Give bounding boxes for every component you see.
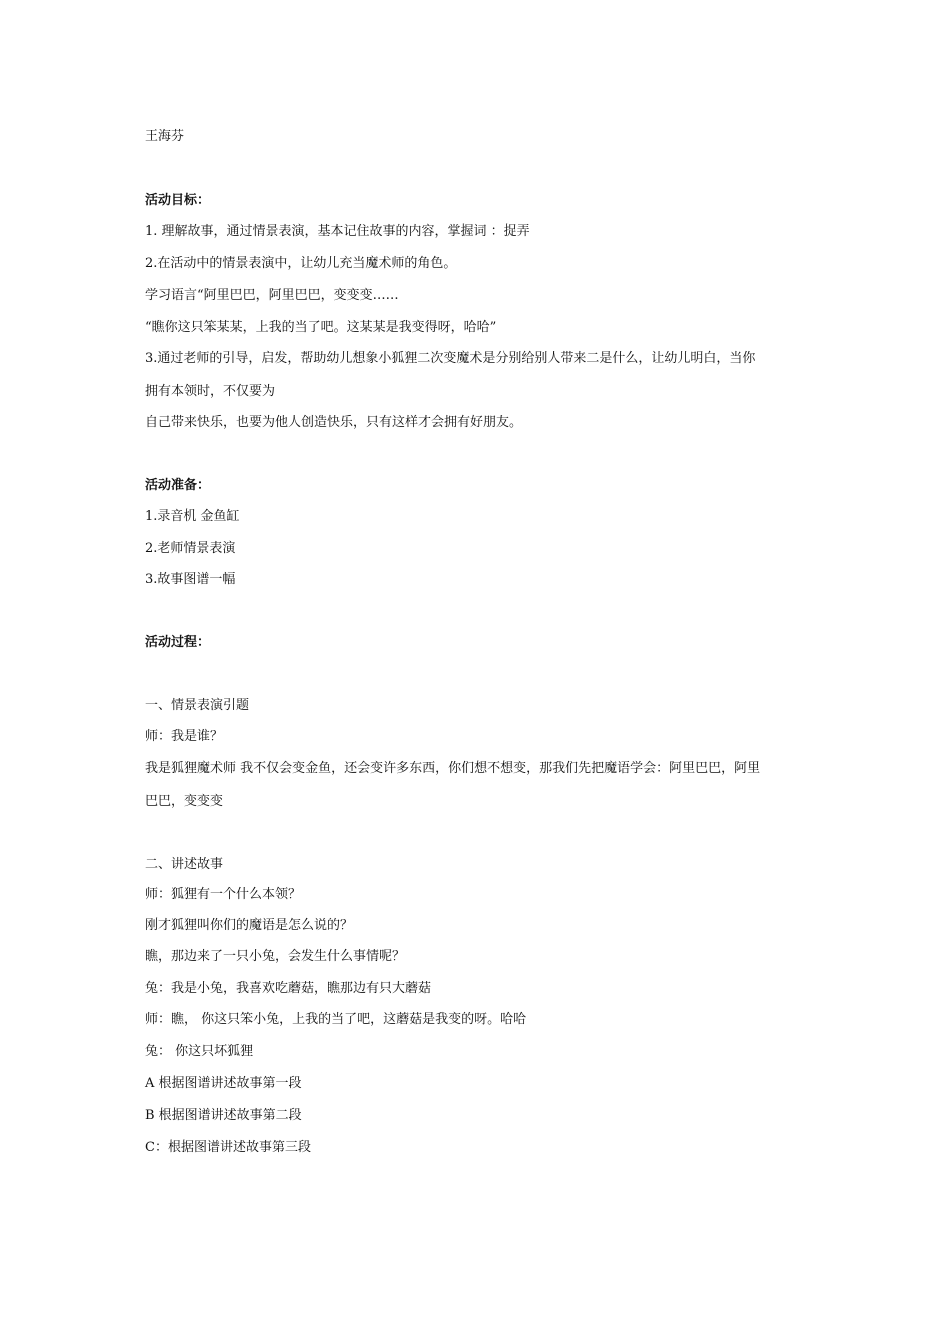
part2-line: A 根据图谱讲述故事第一段 (145, 1076, 302, 1091)
goal-line: “瞧你这只笨某某，上我的当了吧。这某某是我变得呀，哈哈” (145, 320, 497, 335)
part1-line: 巴巴，变变变 (145, 794, 224, 809)
goal-line: 2.在活动中的情景表演中，让幼儿充当魔术师的角色。 (145, 256, 457, 271)
part1-line: 我是狐狸魔术师 我不仅会变金鱼，还会变许多东西，你们想不想变，那我们先把魔语学会：阿里巴巴，阿里 (145, 761, 761, 776)
part2-title: 二、讲述故事 (145, 857, 224, 872)
part1-title: 一、情景表演引题 (145, 698, 250, 713)
part2-line: 师：狐狸有一个什么本领？ (145, 887, 302, 902)
prep-item: 1.录音机 金鱼缸 (145, 509, 240, 524)
process-heading: 活动过程： (145, 635, 211, 650)
part2-line: 瞧，那边来了一只小兔，会发生什么事情呢？ (145, 949, 406, 964)
goals-heading: 活动目标： (145, 193, 211, 208)
part2-line: C：根据图谱讲述故事第三段 (145, 1140, 311, 1155)
goal-line: 学习语言“阿里巴巴，阿里巴巴，变变变…… (145, 288, 399, 303)
part2-line: 兔： 你这只坏狐狸 (145, 1044, 254, 1059)
part1-line: 师：我是谁？ (145, 729, 224, 744)
part2-line: 刚才狐狸叫你们的魔语是怎么说的？ (145, 918, 354, 933)
part2-line: B 根据图谱讲述故事第二段 (145, 1108, 302, 1123)
author-name: 王海芬 (145, 129, 185, 144)
prep-item: 3.故事图谱一幅 (145, 572, 236, 587)
goal-line: 1. 理解故事，通过情景表演，基本记住故事的内容，掌握词 ：捉弄 (145, 224, 530, 239)
part2-line: 兔：我是小兔，我喜欢吃蘑菇，瞧那边有只大蘑菇 (145, 981, 432, 996)
goal-line: 3.通过老师的引导，启发，帮助幼儿想象小狐狸二次变魔术是分别给别人带来二是什么，让幼儿明白，当你 (145, 351, 756, 366)
part2-line: 师：瞧， 你这只笨小兔，上我的当了吧，这蘑菇是我变的呀。哈哈 (145, 1012, 527, 1027)
prep-item: 2.老师情景表演 (145, 541, 236, 556)
goal-line: 拥有本领时，不仅要为 (145, 384, 276, 399)
prep-heading: 活动准备： (145, 478, 211, 493)
goal-line: 自己带来快乐，也要为他人创造快乐，只有这样才会拥有好朋友。 (145, 415, 523, 430)
